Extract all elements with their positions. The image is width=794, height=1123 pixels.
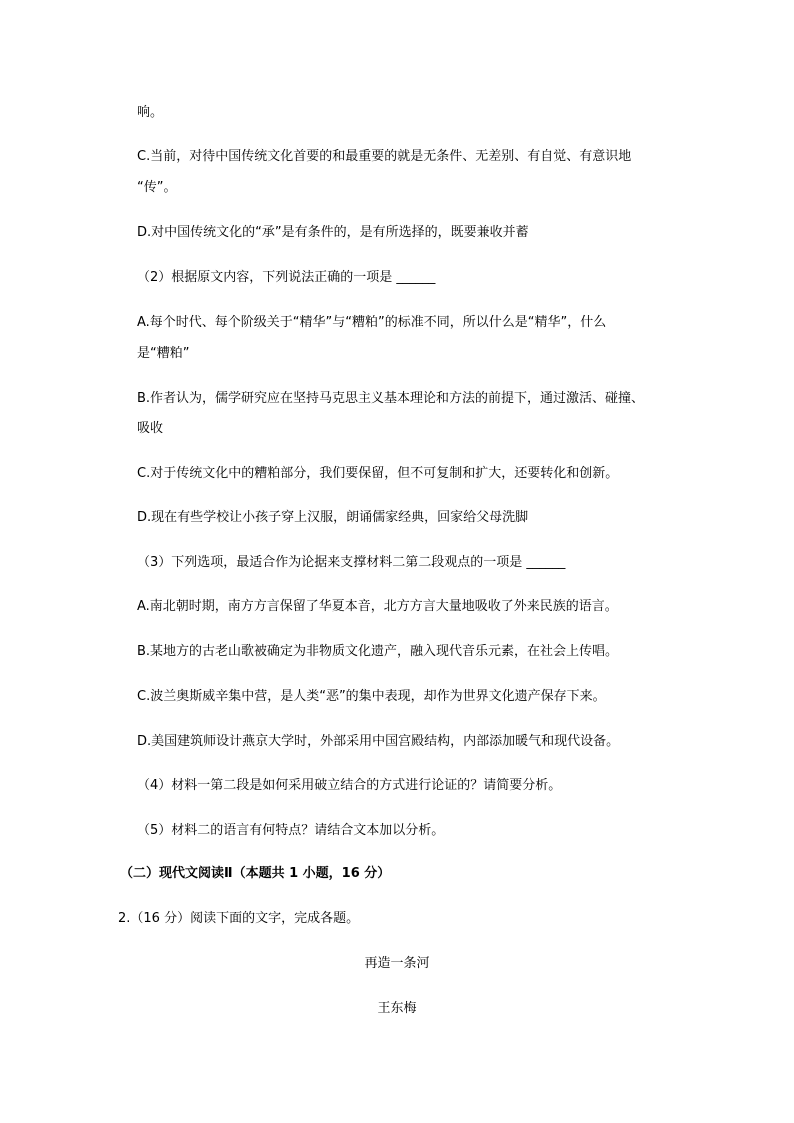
option-d-text: D.现在有些学校让小孩子穿上汉服，朗诵儒家经典，回家给父母洗脚 — [137, 510, 529, 525]
option-c-text: C.对于传统文化中的糟粕部分，我们要保留，但不可复制和扩大，还要转化和创新。 — [137, 466, 619, 481]
section-heading: （二）现代文阅读Ⅱ（本题共 1 小题，16 分） — [120, 866, 391, 881]
question-3: （3）下列选项，最适合作为论据来支撑材料二第二段观点的一项是 ______ — [137, 555, 566, 570]
option-a-text: A.南北朝时期，南方方言保留了华夏本音，北方方言大量地吸收了外来民族的语言。 — [137, 599, 618, 614]
option-c-text: C.波兰奥斯威辛集中营，是人类“恶”的集中表现，却作为世界文化遗产保存下来。 — [137, 689, 606, 704]
option-c-text: C.当前，对待中国传统文化首要的和最重要的就是无条件、无差别、有自觉、有意识地 — [137, 149, 632, 164]
option-b-text: B.作者认为，儒学研究应在坚持马克思主义基本理论和方法的前提下，通过激活、碰撞、 — [137, 391, 645, 406]
question-2: （2）根据原文内容，下列说法正确的一项是 ______ — [137, 270, 436, 285]
option-d-text: D.对中国传统文化的“承”是有条件的，是有所选择的，既要兼收并蓄 — [137, 225, 529, 240]
option-a-text-cont: 是“糟粕” — [137, 346, 190, 361]
option-b-text-cont: 吸收 — [137, 421, 164, 436]
option-b-text: B.某地方的古老山歌被确定为非物质文化遗产，融入现代音乐元素，在社会上传唱。 — [137, 644, 619, 659]
question-5: （5）材料二的语言有何特点？请结合文本加以分析。 — [137, 823, 445, 838]
option-c-text-cont: “传”。 — [137, 180, 177, 195]
question-instruction: 2.（16 分）阅读下面的文字，完成各题。 — [118, 911, 360, 926]
option-d-text: D.美国建筑师设计燕京大学时，外部采用中国宫殿结构，内部添加暖气和现代设备。 — [137, 734, 620, 749]
question-4: （4）材料一第二段是如何采用破立结合的方式进行论证的？请简要分析。 — [137, 778, 562, 793]
article-author: 王东梅 — [377, 1001, 417, 1016]
text-line: 响。 — [137, 105, 164, 120]
article-title: 再造一条河 — [364, 956, 430, 971]
option-a-text: A.每个时代、每个阶级关于“精华”与“糟粕”的标准不同，所以什么是“精华”，什么 — [137, 315, 607, 330]
